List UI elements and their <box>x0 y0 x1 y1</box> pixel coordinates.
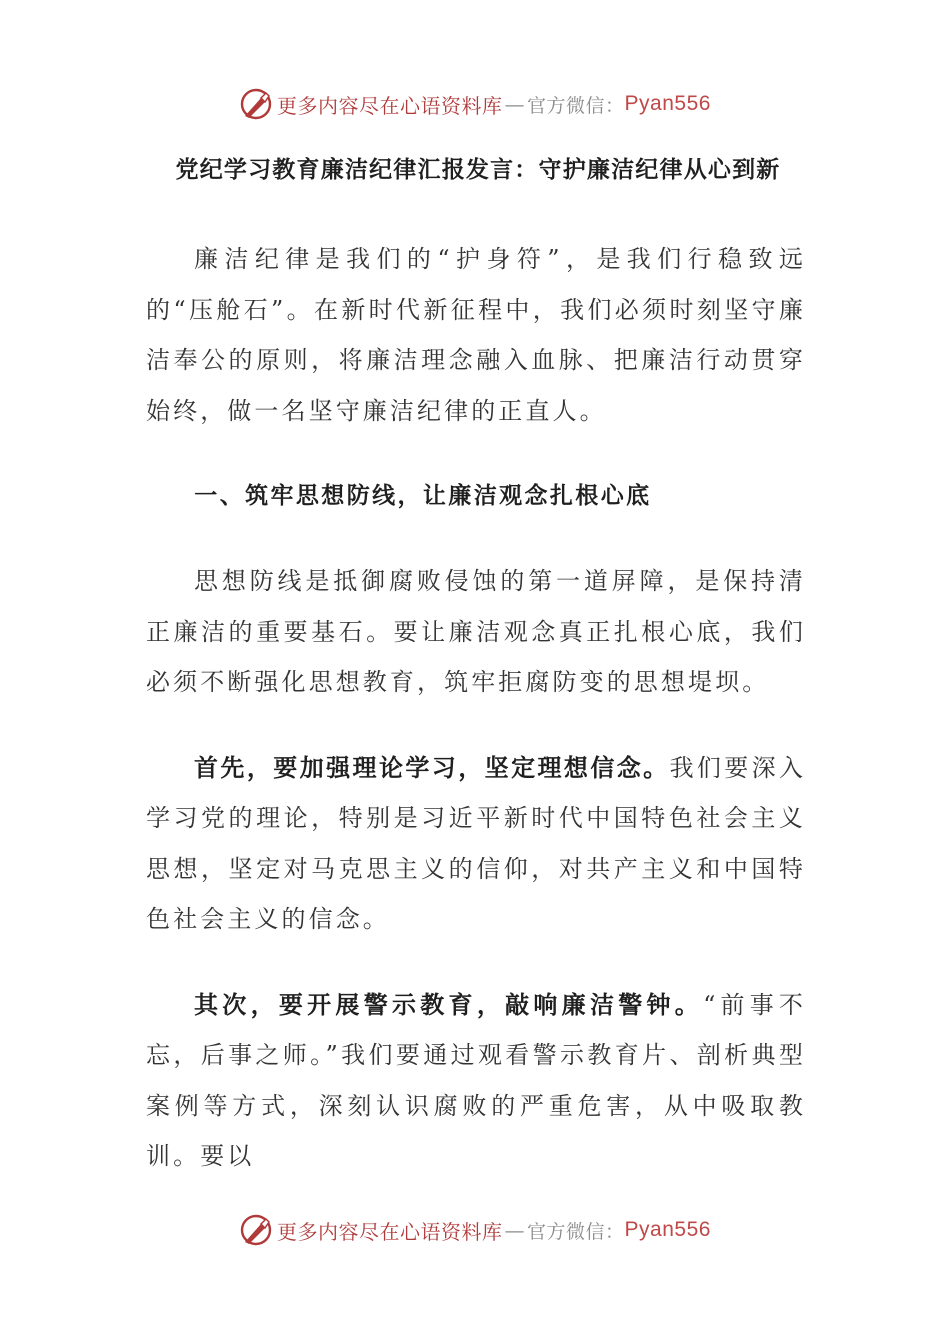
point-1-body: 我们要深入学习党的理论，特别是习近平新时代中国特色社会主义思想，坚定对马克思主义的信仰，对共产主义和中国特色社会主义的信念。 <box>146 753 806 933</box>
pen-nib-logo-icon <box>239 1213 273 1247</box>
footer-watermark <box>0 1210 950 1250</box>
watermark-wechat-id: Pyan556 <box>624 92 711 115</box>
watermark-wechat-label: 官方微信： <box>527 94 625 117</box>
intro-paragraph: 廉洁纪律是我们的“护身符”，是我们行稳致远的“压舱石”。在新时代新征程中，我们必须时刻坚守廉洁奉公的原则，将廉洁理念融入血脉、把廉洁行动贯穿始终，做一名坚守廉洁纪律的正直人。 <box>146 245 806 425</box>
watermark-brand: 更多内容尽在心语资料库 <box>277 93 503 118</box>
watermark-wechat-label: 官方微信： <box>527 1220 625 1243</box>
section-heading-1: 一、筑牢思想防线，让廉洁观念扎根心底 <box>194 483 652 509</box>
document-title: 党纪学习教育廉洁纪律汇报发言：守护廉洁纪律从心到新 <box>175 157 781 183</box>
watermark-dash: — <box>504 92 526 116</box>
point-2-paragraph <box>146 980 806 1182</box>
section-1-paragraph: 思想防线是抵御腐败侵蚀的第一道屏障，是保持清正廉洁的重要基石。要让廉洁观念真正扎根心底，我们必须不断强化思想教育，筑牢拒腐防变的思想堤坝。 <box>146 567 806 696</box>
point-2-lead: 其次，要开展警示教育，敲响廉洁警钟。 <box>194 990 704 1019</box>
point-2-body: “前事不忘，后事之师。”我们要通过观看警示教育片、剖析典型案例等方式，深刻认识腐败的严重危害，从中吸取教训。要以 <box>146 990 806 1170</box>
point-1-lead: 首先，要加强理论学习，坚定理想信念。 <box>194 753 670 782</box>
watermark-dash: — <box>504 1218 526 1242</box>
header-watermark <box>0 84 950 124</box>
point-1-paragraph <box>146 743 806 945</box>
document-body <box>146 150 806 1182</box>
pen-nib-logo-icon <box>239 87 273 121</box>
watermark-wechat-id: Pyan556 <box>624 1218 711 1241</box>
watermark-brand: 更多内容尽在心语资料库 <box>277 1219 503 1244</box>
